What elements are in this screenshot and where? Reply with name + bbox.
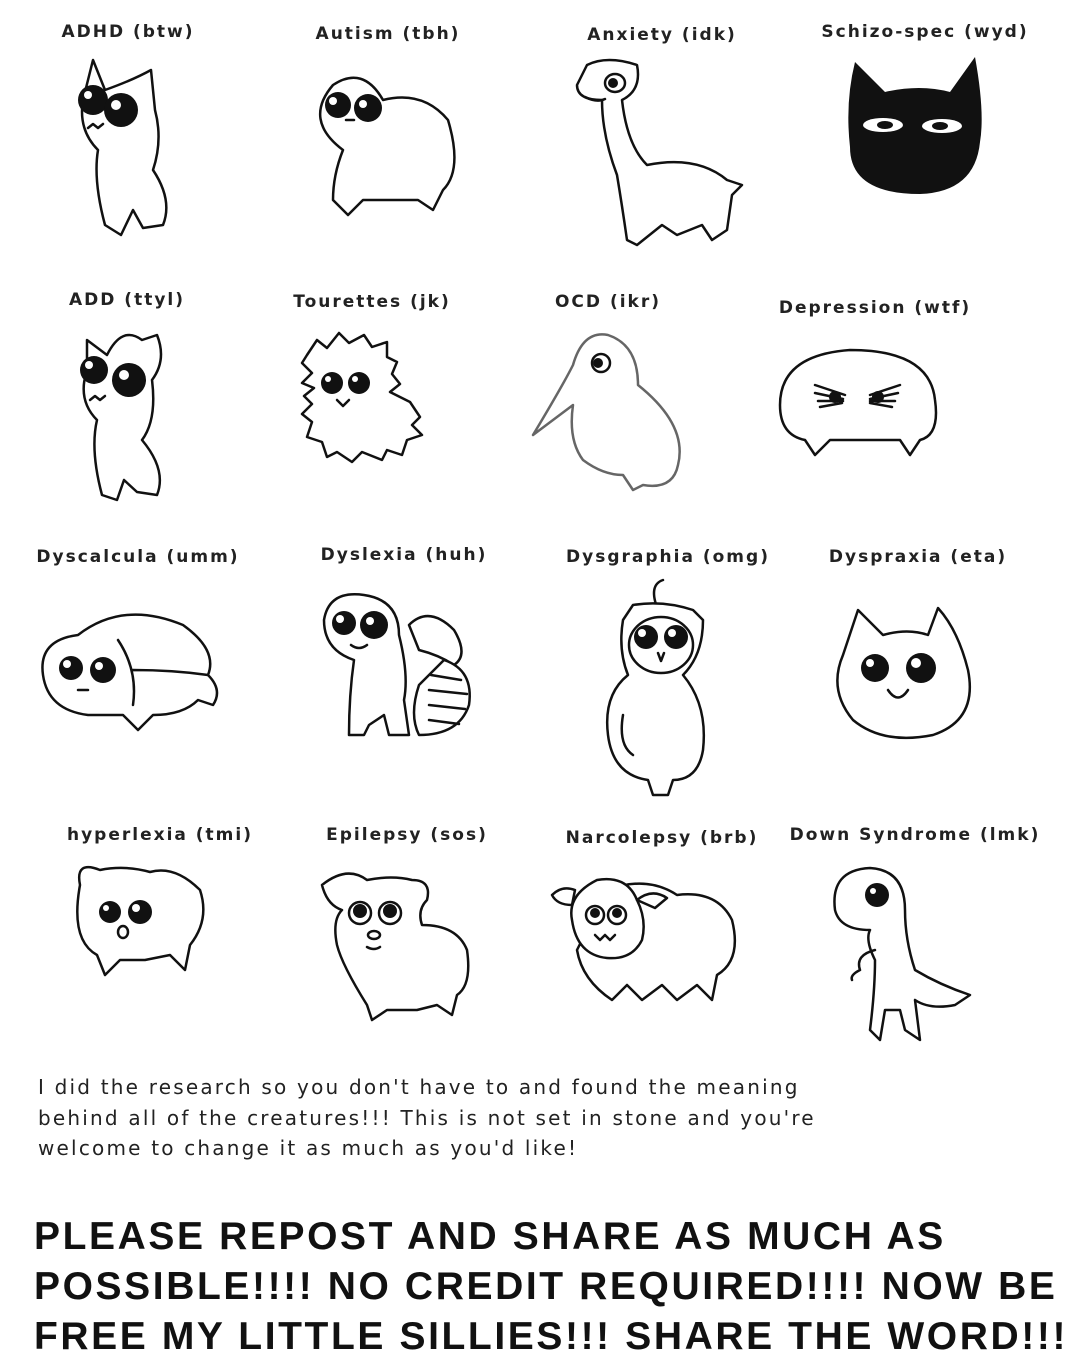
schizo-creature-drawing: [790, 52, 1060, 202]
creature-label: Tourettes (jk): [293, 292, 451, 312]
creature-label: Down Syndrome (lmk): [789, 825, 1041, 845]
creature-label: Dyslexia (huh): [320, 545, 488, 565]
creature-label: ADD (ttyl): [69, 290, 185, 310]
creature-label: Anxiety (idk): [587, 25, 737, 45]
autism-creature-drawing: [253, 60, 523, 250]
creature-label: Dysgraphia (omg): [566, 547, 770, 567]
hyperlexia-creature-drawing: [25, 860, 295, 990]
dyspraxia-creature-drawing: [783, 600, 1053, 750]
tourettes-creature-drawing: [237, 325, 507, 495]
anxiety-creature-drawing: [527, 55, 797, 255]
ocd-creature-drawing: [473, 325, 743, 500]
creature-label: ADHD (btw): [61, 22, 195, 42]
creature-label: Autism (tbh): [315, 24, 461, 44]
depression-creature-drawing: [740, 335, 1010, 475]
down-syndrome-creature-drawing: [780, 860, 1050, 1050]
epilepsy-creature-drawing: [272, 865, 542, 1025]
narcolepsy-creature-drawing: [527, 860, 797, 1010]
adhd-creature-drawing: [0, 50, 263, 250]
creature-label: OCD (ikr): [554, 292, 661, 312]
creature-label: Schizo-spec (wyd): [821, 22, 1029, 42]
creature-label: Dyscalcula (umm): [36, 547, 240, 567]
add-creature-drawing: [0, 320, 262, 510]
creature-label: Depression (wtf): [778, 298, 972, 318]
explanation-paragraph: I did the research so you don't have to and found the meaning behind all of the creatures!!! This is not set in stone and you're welcome to change it as much as you'd like!: [38, 1075, 816, 1160]
creature-label: Dyspraxia (eta): [828, 547, 1008, 567]
creature-label: Narcolepsy (brb): [565, 828, 759, 848]
repost-call-to-action: PLEASE REPOST AND SHARE AS MUCH AS POSSIBLE!!!! NO CREDIT REQUIRED!!!! NOW BE FREE MY LITTLE SILLIES!!! SHARE THE WORD!!!: [34, 1215, 1069, 1358]
dyslexia-creature-drawing: [269, 585, 539, 745]
dyscalcula-creature-drawing: [3, 600, 273, 740]
dysgraphia-creature-drawing: [533, 575, 803, 800]
creature-label: hyperlexia (tmi): [66, 825, 253, 845]
creature-label: Epilepsy (sos): [326, 825, 488, 845]
